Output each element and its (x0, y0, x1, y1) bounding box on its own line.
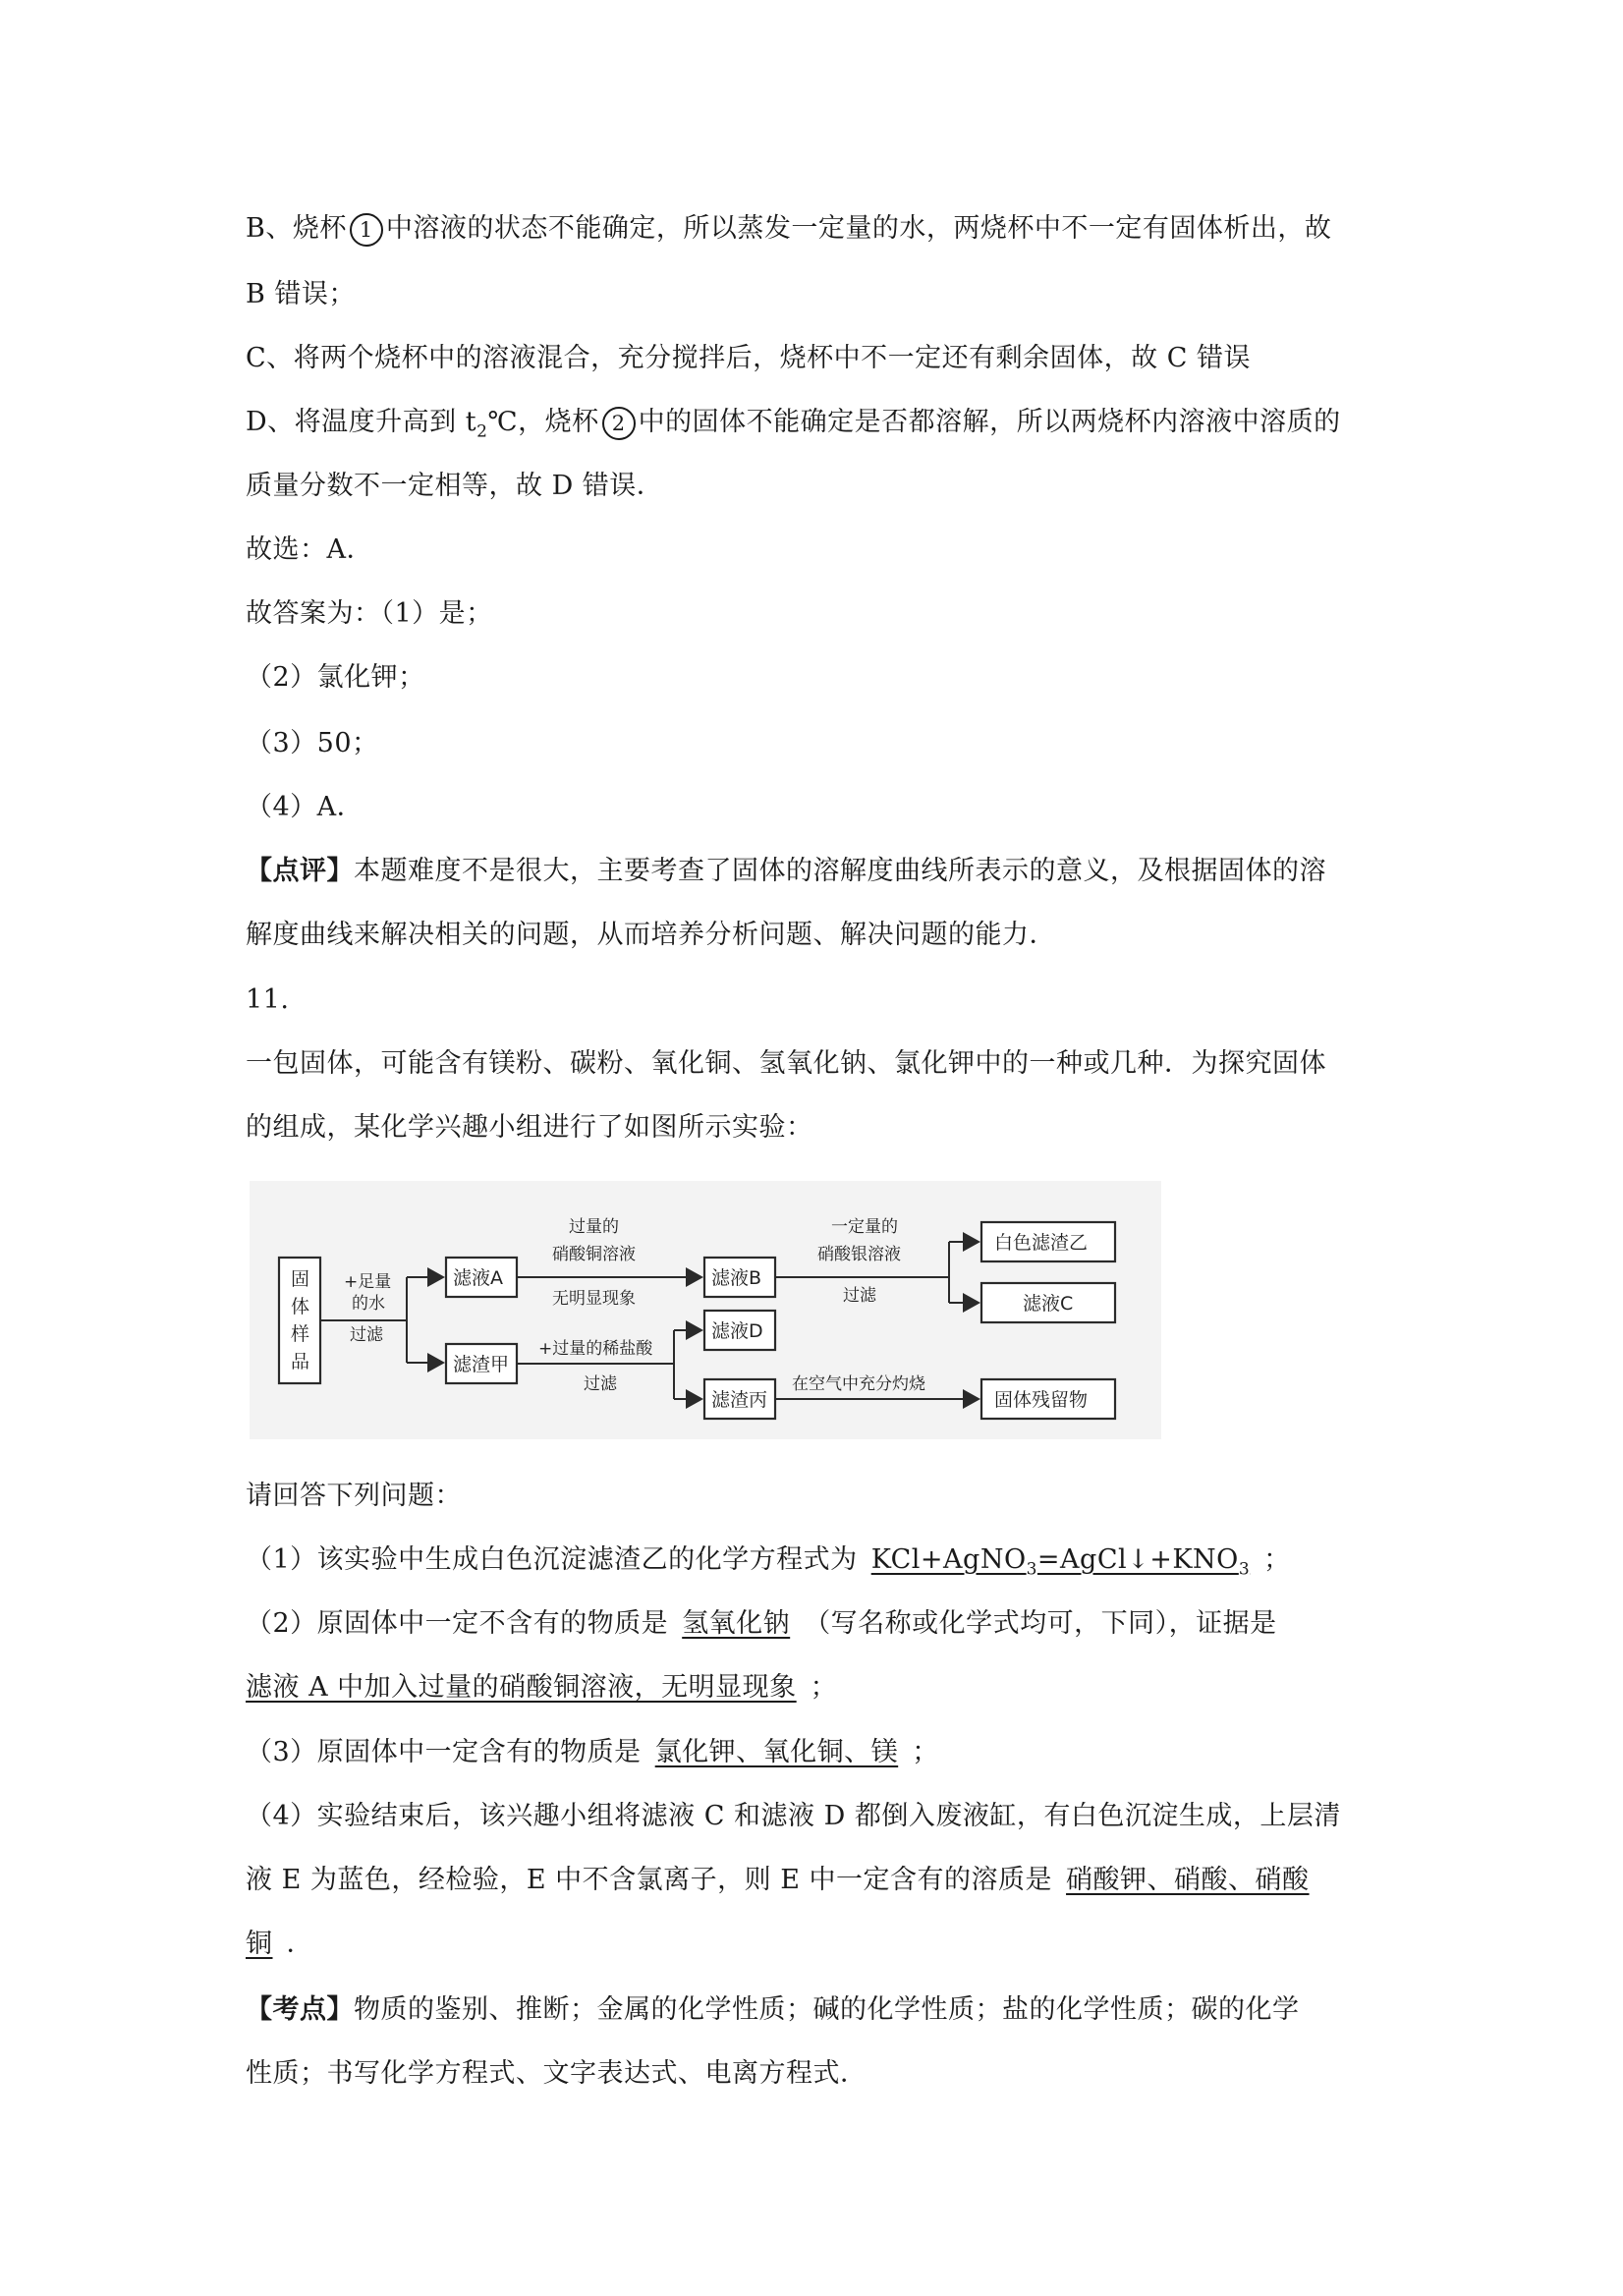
knowledge-point: 【考点】物质的鉴别、推断；金属的化学性质；碱的化学性质；盐的化学性质；碳的化学 (246, 1994, 1300, 2025)
question-number: 11. (246, 984, 290, 1015)
diagram-label: 硝酸银溶液 (817, 1245, 901, 1264)
text-line: 一包固体，可能含有镁粉、碳粉、氧化铜、氢氧化钠、氯化钾中的一种或几种．为探究固体 (246, 1048, 1326, 1079)
question-1: （1）该实验中生成白色沉淀滤渣乙的化学方程式为 $KCl+AgNO_3=AgCl↓+KNO_3$ ； (246, 1544, 1291, 1580)
answer-blank: 硝酸钾、硝酸、硝酸 (1066, 1865, 1310, 1895)
diagram-label: 滤液A (453, 1267, 503, 1289)
text-line: B、烧杯 1 中溶液的状态不能确定，所以蒸发一定量的水，两烧杯中不一定有固体析出，故 (246, 209, 1331, 249)
diagram-label: 白色滤渣乙 (994, 1232, 1089, 1254)
answer-blank: 滤液 A 中加入过量的硝酸铜溶液，无明显现象 (246, 1672, 797, 1703)
text-line: 质量分数不一定相等，故 D 错误． (246, 471, 664, 501)
question-4: （4）实验结束后，该兴趣小组将滤液 C 和滤液 D 都倒入废液缸，有白色沉淀生成，上层清 (246, 1801, 1341, 1831)
diagram-label: 滤液C (1023, 1293, 1074, 1315)
circled-number: 1 (350, 213, 383, 247)
diagram-label: 固体残留物 (994, 1389, 1089, 1411)
comment-tag: 【点评】 (246, 856, 354, 886)
diagram-label: 滤液D (711, 1320, 763, 1342)
diagram-label: 无明显现象 (552, 1289, 636, 1309)
diagram-label: 滤渣丙 (711, 1389, 768, 1411)
text-line: 故选：A． (246, 534, 373, 565)
diagram-label: +过量的稀盐酸 (538, 1339, 653, 1359)
diagram-label: 滤液B (711, 1267, 762, 1289)
diagram-label: 过量的 (569, 1217, 619, 1237)
answer-blank: 氯化钾、氧化铜、镁 (654, 1737, 899, 1767)
question-3: （3）原固体中一定含有的物质是 氯化钾、氧化铜、镁 ； (246, 1737, 939, 1767)
diagram-label: 过滤 (584, 1374, 617, 1394)
diagram-label: 过滤 (843, 1286, 876, 1306)
diagram-label: 过滤 (350, 1325, 383, 1345)
question-2-evidence: 滤液 A 中加入过量的硝酸铜溶液，无明显现象 ； (246, 1672, 838, 1703)
text-line: 性质；书写化学方程式、文字表达式、电离方程式． (246, 2058, 867, 2089)
answer-blank: $KCl+AgNO_3=AgCl↓+KNO_3$ (870, 1544, 1251, 1580)
text-line: 请回答下列问题： (246, 1481, 462, 1511)
diagram-label: 一定量的 (831, 1217, 898, 1237)
text-line: B 错误； (246, 279, 356, 309)
diagram-label: 体 (291, 1296, 310, 1317)
text-line: 解度曲线来解决相关的问题，从而培养分析问题、解决问题的能力． (246, 920, 1056, 950)
question-4-cont: 液 E 为蓝色，经检验，E 中不含氯离子，则 E 中一定含有的溶质是 硝酸钾、硝酸、硝酸 (246, 1861, 1323, 1900)
question-4-end: 铜 ． (246, 1929, 313, 1959)
knowledge-tag: 【考点】 (246, 1994, 354, 2025)
text-line: （2）氯化钾； (246, 662, 425, 693)
text-line: （4）A． (246, 792, 364, 822)
answer-blank: 铜 (246, 1929, 273, 1959)
experiment-flowchart (250, 1181, 1161, 1439)
text-line: （3）50； (246, 728, 379, 758)
comment-line: 【点评】本题难度不是很大，主要考查了固体的溶解度曲线所表示的意义，及根据固体的溶 (246, 856, 1326, 886)
text-line: 的组成，某化学兴趣小组进行了如图所示实验： (246, 1112, 813, 1143)
circled-number: 2 (602, 407, 636, 440)
diagram-label: +足量 (344, 1272, 392, 1292)
diagram-label: 滤渣甲 (453, 1354, 510, 1375)
diagram-label: 的水 (352, 1294, 385, 1314)
diagram-label: 在空气中充分灼烧 (792, 1374, 925, 1394)
text-line: D、将温度升高到 $t_2℃$，烧杯 2 中的固体不能确定是否都溶解，所以两烧杯内溶液中溶质的 (246, 407, 1341, 442)
answer-blank: 氢氧化钠 (682, 1608, 791, 1639)
question-2: （2）原固体中一定不含有的物质是 氢氧化钠 （写名称或化学式均可，下同），证据是 (246, 1608, 1277, 1639)
diagram-label: 品 (291, 1351, 310, 1372)
diagram-label: 样 (291, 1323, 310, 1345)
diagram-label: 固 (291, 1268, 310, 1290)
text-line: C、将两个烧杯中的溶液混合，充分搅拌后，烧杯中不一定还有剩余固体，故 C 错误 (246, 343, 1251, 373)
diagram-label: 硝酸铜溶液 (552, 1245, 636, 1264)
text-line: 故答案为：（1）是； (246, 598, 493, 629)
